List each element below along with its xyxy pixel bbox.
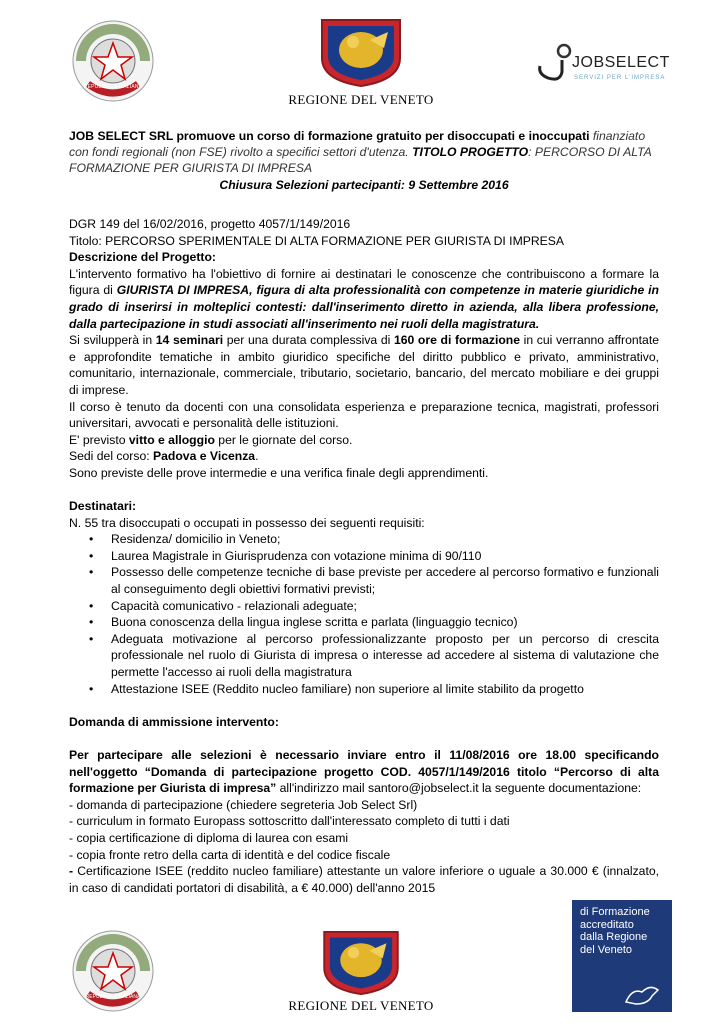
list-item: • Laurea Magistrale in Giurisprudenza con votazione minima di 90/110: [69, 548, 659, 565]
jobselect-logo: [536, 42, 676, 88]
dgr-reference: DGR 149 del 16/02/2016, progetto 4057/1/149/2016: [69, 217, 351, 231]
intro-funding: finanziato con fondi regionali (non FSE) rivolto a specifici settori d'utenza.: [69, 129, 646, 159]
list-item: • Residenza/ domicilio in Veneto;: [69, 531, 659, 548]
doc-item-isee: - Certificazione ISEE (reddito nucleo familiare) attestante un valore inferiore o uguale a 30.000 € (innalzato, in caso di candidati portatori di disabilità, a € 40.000) dell'anno 2015: [69, 864, 659, 895]
doc-item: - copia certificazione di diploma di laurea con esami: [69, 830, 349, 845]
republic-ribbon-text: REPUBBLICA ITALIANA: [83, 84, 143, 90]
badge-line: accreditato: [580, 918, 634, 931]
doc-item: - copia fronte retro della carta di identità e del codice fiscale: [69, 847, 391, 862]
badge-line: dalla Regione: [580, 931, 648, 943]
footer-italian-republic-seal: [70, 928, 156, 1019]
titolo-label: TITOLO PROGETTO: [412, 145, 529, 159]
regione-veneto-label: REGIONE DEL VENETO: [288, 92, 434, 107]
italian-republic-seal: [70, 18, 156, 109]
badge-line: di Formazione: [580, 906, 650, 918]
description-paragraph-2: Si svilupperà in 14 seminari per una durata complessiva di 160 ore di formazione in cui verranno affrontate e approfondite tematiche in ambito giuridico specifiche del diritto pubblico e privato, amministrativo, comunitario, internazionale, commerciale, tributario, societario, bancario, del mercato mobiliare e dei gruppi di imprese.: [69, 333, 659, 397]
jobselect-tagline: SERVIZI PER L'IMPRESA: [574, 75, 666, 81]
chiusura-selezioni: Chiusura Selezioni partecipanti: 9 Settembre 2016: [219, 178, 509, 192]
jobselect-wordmark: JOBSELECT: [572, 54, 670, 71]
list-item: • Capacità comunicativo - relazionali adeguate;: [69, 598, 659, 615]
list-item: • Attestazione ISEE (Reddito nucleo familiare) non superiore al limite stabilito da progetto: [69, 681, 659, 698]
badge-line: del Veneto: [580, 943, 632, 956]
description-paragraph-5: Sedi del corso: Padova e Vicenza.: [69, 449, 259, 464]
project-title: Titolo: PERCORSO SPERIMENTALE DI ALTA FORMAZIONE PER GIURISTA DI IMPRESA: [69, 233, 565, 248]
list-item: • Possesso delle competenze tecniche di base previste per accedere al percorso formativo e funzionali al conseguimento degli obiettivi formativi previsti;: [69, 564, 659, 597]
destinatari-intro: N. 55 tra disoccupati o occupati in possesso dei seguenti requisiti:: [69, 515, 425, 530]
titolo-value: : PERCORSO DI ALTA FORMAZIONE PER GIURISTA DI IMPRESA: [69, 145, 652, 175]
list-item: • Adeguata motivazione al percorso professionalizzante proposto per un percorso di crescita professionale nel ruolo di Giurista di impresa o interesse ad accedere al sistema di valutazione che permette l'accesso ai ruoli della magistratura: [69, 631, 659, 681]
requirements-list: [69, 531, 659, 697]
domanda-paragraph: Per partecipare alle selezioni è necessario inviare entro il 11/08/2016 ore 18.00 specificando nell'oggetto “Domanda di partecipazione progetto COD. 4057/1/149/2016 titolo “Percorso di alta formazione per Giurista di impresa” all'indirizzo mail santoro@jobselect.it la seguente documentazione:: [69, 748, 659, 796]
description-paragraph-6: Sono previste delle prove intermedie e una verifica finale degli apprendimenti.: [69, 465, 489, 480]
list-item: • Buona conoscenza della lingua inglese scritta e parlata (linguaggio tecnico): [69, 614, 659, 631]
description-paragraph-3: Il corso è tenuto da docenti con una consolidata esperienza e preparazione tecnica, magistrati, professori universitari, avvocati e personalità delle istituzioni.: [69, 399, 659, 431]
domanda-heading: Domanda di ammissione intervento:: [69, 714, 279, 729]
description-heading: Descrizione del Progetto:: [69, 250, 216, 265]
doc-item: - domanda di partecipazione (chiedere segreteria Job Select Srl): [69, 797, 418, 812]
doc-item: - curriculum in formato Europass sottoscritto dall'interessato completo di tutti i dati: [69, 814, 510, 829]
description-paragraph-4: E' previsto vitto e alloggio per le giornate del corso.: [69, 432, 353, 447]
intro-block: [69, 128, 659, 193]
description-paragraph-1: L'intervento formativo ha l'obiettivo di fornire ai destinatari le conoscenze che contribuiscono a formare la figura di GIURISTA DI IMPRESA, figura di alta professionalità con competenze in materie giuridiche in grado di inserirsi in molteplici contesti: dall'inserimento diretto in azienda, alla libera professione, dalla partecipazione in studi associati all'inserimento nei ruoli della magistratura.: [69, 266, 659, 331]
destinatari-heading: Destinatari:: [69, 499, 137, 514]
intro-lead: JOB SELECT SRL promuove un corso di formazione gratuito per disoccupati e inoccupati: [69, 129, 590, 143]
footer-regione-veneto-label: REGIONE DEL VENETO: [288, 998, 434, 1013]
footer-republic-ribbon-text: REPUBBLICA ITALIANA: [85, 994, 141, 1000]
accreditation-badge: [572, 900, 672, 1012]
veneto-coat-of-arms: [318, 18, 404, 93]
footer-veneto-coat-of-arms: [318, 930, 404, 1001]
document-body: [69, 216, 659, 896]
lion-icon: [622, 978, 662, 1008]
